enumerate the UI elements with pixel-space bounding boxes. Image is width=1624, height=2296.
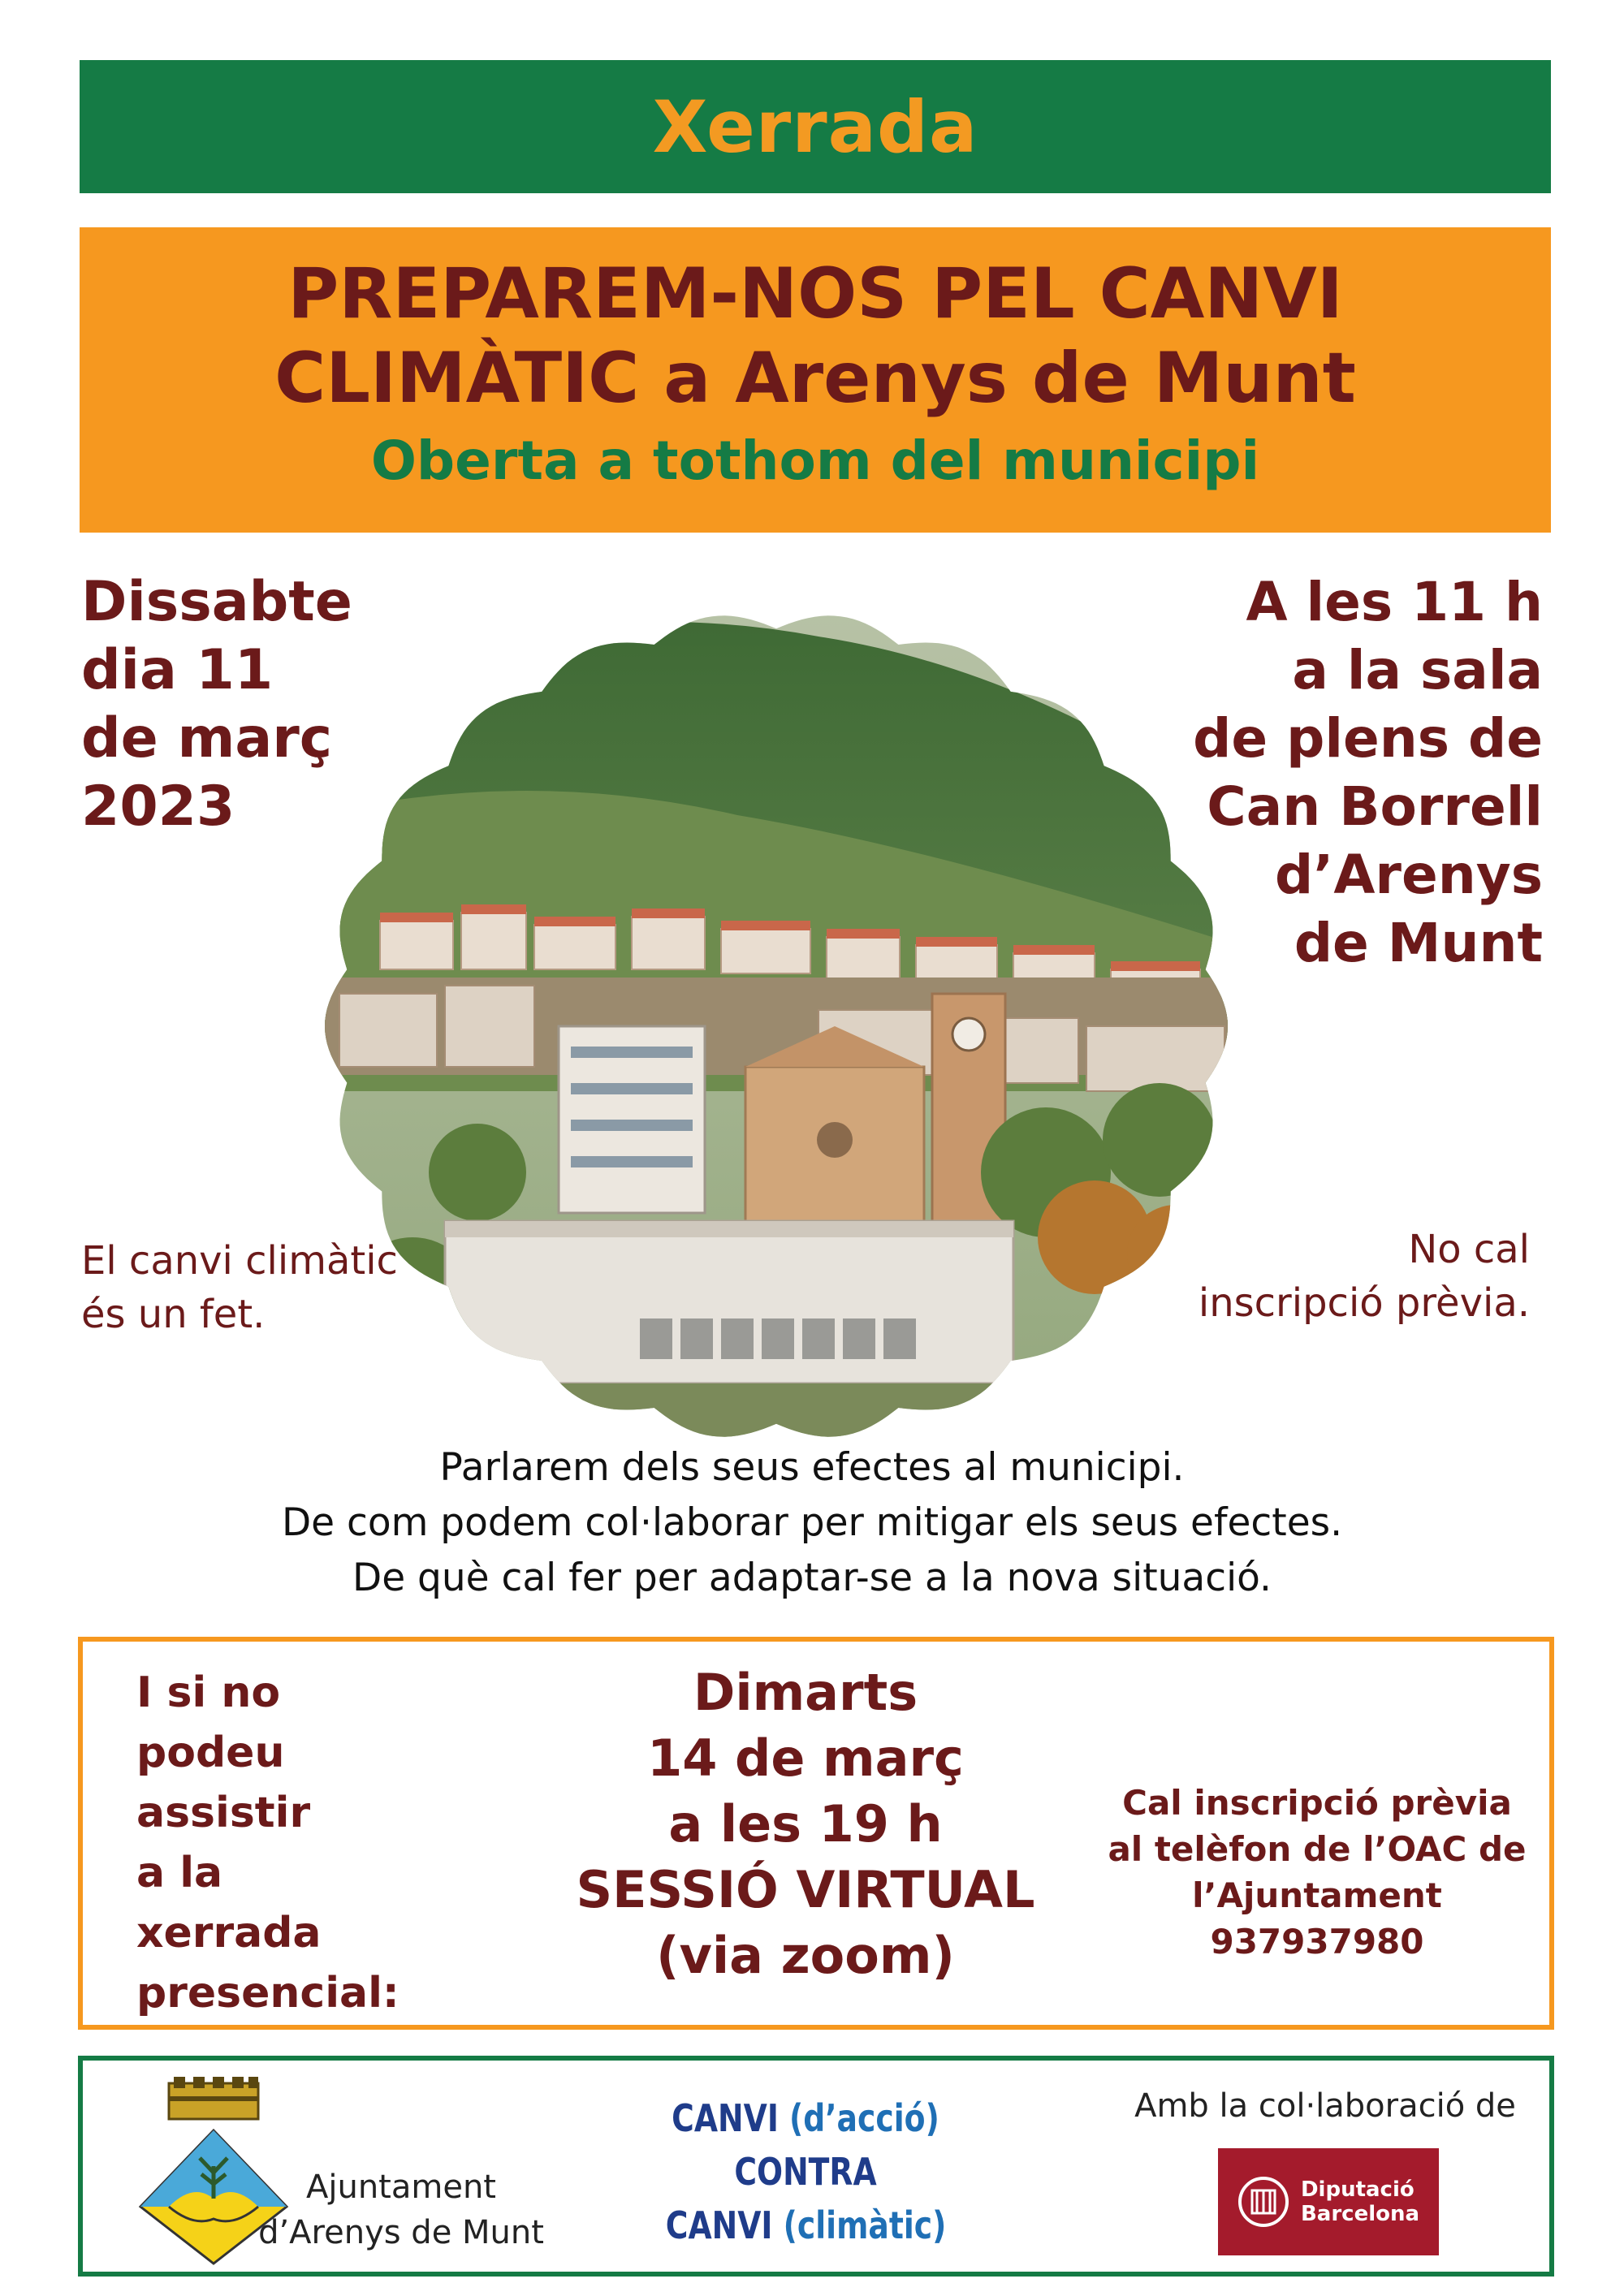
slogan-line xyxy=(666,2199,945,2252)
virtual-intro-line: assistir xyxy=(136,1789,311,1837)
virtual-intro-line: a la xyxy=(136,1849,223,1897)
slogan-line xyxy=(666,2145,945,2199)
ajuntament-name xyxy=(255,2164,547,2255)
virtual-registration xyxy=(1090,1780,1544,1965)
diputacio-line: Barcelona xyxy=(1300,2202,1420,2226)
town-photo xyxy=(315,604,1237,1448)
date-line: Dissabte xyxy=(81,570,352,634)
virtual-date-line: Dimarts xyxy=(693,1663,918,1722)
diputacio-name xyxy=(1301,2177,1419,2226)
registration-line: l’Ajuntament xyxy=(1192,1875,1442,1915)
diputacio-line: Diputació xyxy=(1300,2177,1415,2202)
registration-line: Cal inscripció prèvia xyxy=(1122,1783,1512,1823)
slogan-strong: CANVI xyxy=(672,2096,779,2140)
registration-line: al telèfon de l’OAC de xyxy=(1108,1829,1527,1869)
slogan-strong: CONTRA xyxy=(734,2150,877,2194)
date-line: de març xyxy=(81,706,333,770)
diputacio-mark-icon xyxy=(1237,2176,1289,2228)
header-title: Xerrada xyxy=(652,84,978,169)
collaboration-label: Amb la col·laboració de xyxy=(1134,2087,1516,2125)
note-climate-fact xyxy=(81,1234,438,1341)
date-line: dia 11 xyxy=(81,638,274,702)
slogan-soft: (climàtic) xyxy=(783,2203,947,2247)
slogan-soft: (d’acció) xyxy=(788,2096,939,2140)
virtual-date-line: SESSIÓ VIRTUAL xyxy=(576,1860,1035,1919)
header-band xyxy=(80,60,1551,193)
ajuntament-line: Ajuntament xyxy=(306,2169,496,2206)
ajuntament-line: d’Arenys de Munt xyxy=(258,2214,544,2251)
location-line: d’Arenys xyxy=(1275,844,1543,906)
location-line: Can Borrell xyxy=(1207,775,1543,838)
location-line: a la sala xyxy=(1292,639,1543,701)
footer-box xyxy=(78,2056,1554,2277)
virtual-intro-line: podeu xyxy=(136,1728,285,1777)
location-line: de Munt xyxy=(1294,912,1543,974)
virtual-intro xyxy=(136,1663,486,2023)
note-line: El canvi climàtic xyxy=(81,1238,398,1284)
note-line: inscripció prèvia. xyxy=(1198,1280,1530,1326)
virtual-intro-line: presencial: xyxy=(136,1969,400,2018)
virtual-date-line: 14 de març xyxy=(647,1728,964,1788)
location-line: de plens de xyxy=(1193,707,1543,770)
virtual-intro-line: I si no xyxy=(136,1668,281,1717)
note-line: No cal xyxy=(1408,1227,1530,1272)
slogan-line xyxy=(666,2091,945,2145)
campaign-slogan xyxy=(635,2091,976,2252)
location-line: A les 11 h xyxy=(1246,571,1543,633)
virtual-session-box xyxy=(78,1637,1554,2030)
virtual-date xyxy=(505,1659,1106,1988)
description-line: De què cal fer per adaptar-se a la nova situació. xyxy=(352,1556,1272,1600)
title-box xyxy=(80,227,1551,533)
slogan-strong: CANVI xyxy=(665,2203,773,2247)
diputacio-logo xyxy=(1218,2148,1439,2255)
date-line: 2023 xyxy=(81,775,235,839)
note-line: és un fet. xyxy=(81,1292,266,1337)
title-line-2: CLIMÀTIC a Arenys de Munt xyxy=(274,338,1356,419)
note-no-registration xyxy=(1156,1223,1530,1330)
virtual-date-line: (via zoom) xyxy=(656,1926,955,1985)
virtual-intro-line: xerrada xyxy=(136,1909,322,1957)
talk-description xyxy=(81,1440,1543,1606)
description-line: De com podem col·laborar per mitigar els seus efectes. xyxy=(281,1500,1343,1545)
title-subtitle: Oberta a tothom del municipi xyxy=(370,429,1260,492)
title-line-1: PREPAREM-NOS PEL CANVI xyxy=(287,253,1343,334)
phone-number: 937937980 xyxy=(1210,1922,1424,1962)
description-line: Parlarem dels seus efectes al municipi. xyxy=(439,1445,1185,1490)
virtual-date-line: a les 19 h xyxy=(668,1794,943,1854)
